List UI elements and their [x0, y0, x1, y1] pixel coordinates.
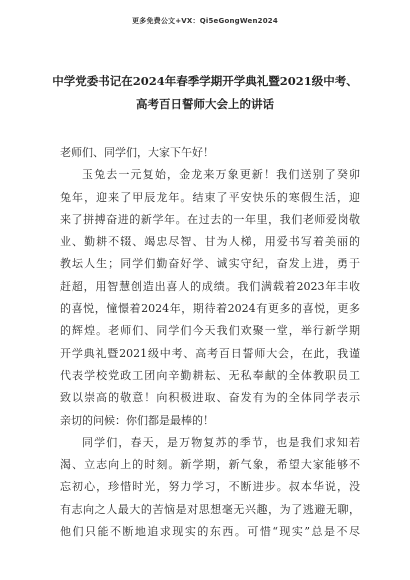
salutation: 老师们、同学们，大家下午好！	[60, 146, 214, 159]
paragraph-1-line: 玉兔去一元复始，金龙来万象更新！我们送别了癸卯	[82, 168, 360, 182]
paragraph-1-line: 开学典礼暨2021级中考、高考百日誓师大会，在此，我谨	[60, 346, 360, 360]
paragraph-1-line: 代表学校党政工团向辛勤耕耘、无私奉献的全体教职员工	[60, 368, 360, 382]
paragraph-1-line: 兔年，迎来了甲辰龙年。结束了平安快乐的寒假生活，迎	[60, 190, 360, 204]
paragraph-2-line: 忘初心，珍惜时光，努力学习，不断进步。叔本华说，没	[60, 480, 360, 494]
paragraph-2-line: 同学们，春天，是万物复苏的季节，也是我们求知若	[82, 435, 360, 449]
paragraph-1-line: 赶超，用智慧创造出喜人的成绩。我们满载着2023年丰收	[60, 279, 360, 293]
document-body	[60, 142, 360, 543]
paragraph-1-line: 致以崇高的敬意！向积极进取、奋发有为的全体同学表示	[60, 391, 360, 405]
title-line-1: 中学党委书记在2024年春季学期开学典礼暨2021级中考、	[52, 74, 358, 88]
header-note: 更多免费公文+VX：Qi5eGongWen2024	[132, 17, 278, 25]
paragraph-1-line: 亲切的问候：你们都是最棒的！	[60, 413, 214, 427]
paragraph-1-line: 业、勤耕不辍、竭忠尽智、甘为人梯，用爱书写着美丽的	[60, 235, 360, 249]
paragraph-1-line: 来了拼搏奋进的新学年。在过去的一年里，我们老师爱岗敬	[60, 212, 360, 226]
document-title	[40, 70, 370, 116]
paragraph-1-line: 的喜悦，憧憬着2024年，期待着2024有更多的喜悦，更多	[60, 302, 360, 316]
paragraph-1-line: 教坛人生；同学们勤奋好学、诚实守纪，奋发上进，勇于	[60, 257, 360, 271]
paragraph-1-line: 的辉煌。老师们、同学们今天我们欢聚一堂，举行新学期	[60, 324, 360, 338]
paragraph-2-line: 他们只能不断地追求现实的东西。可惜“现实”总是不尽	[60, 525, 360, 539]
title-line-2: 高考百日誓师大会上的讲话	[136, 97, 274, 111]
paragraph-2-line: 渴、立志向上的时刻。新学期，新气象，希望大家能够不	[60, 458, 360, 472]
paragraph-2-line: 有志向之人最大的苦恼是对思想毫无兴趣，为了逃避无聊，	[60, 502, 360, 516]
